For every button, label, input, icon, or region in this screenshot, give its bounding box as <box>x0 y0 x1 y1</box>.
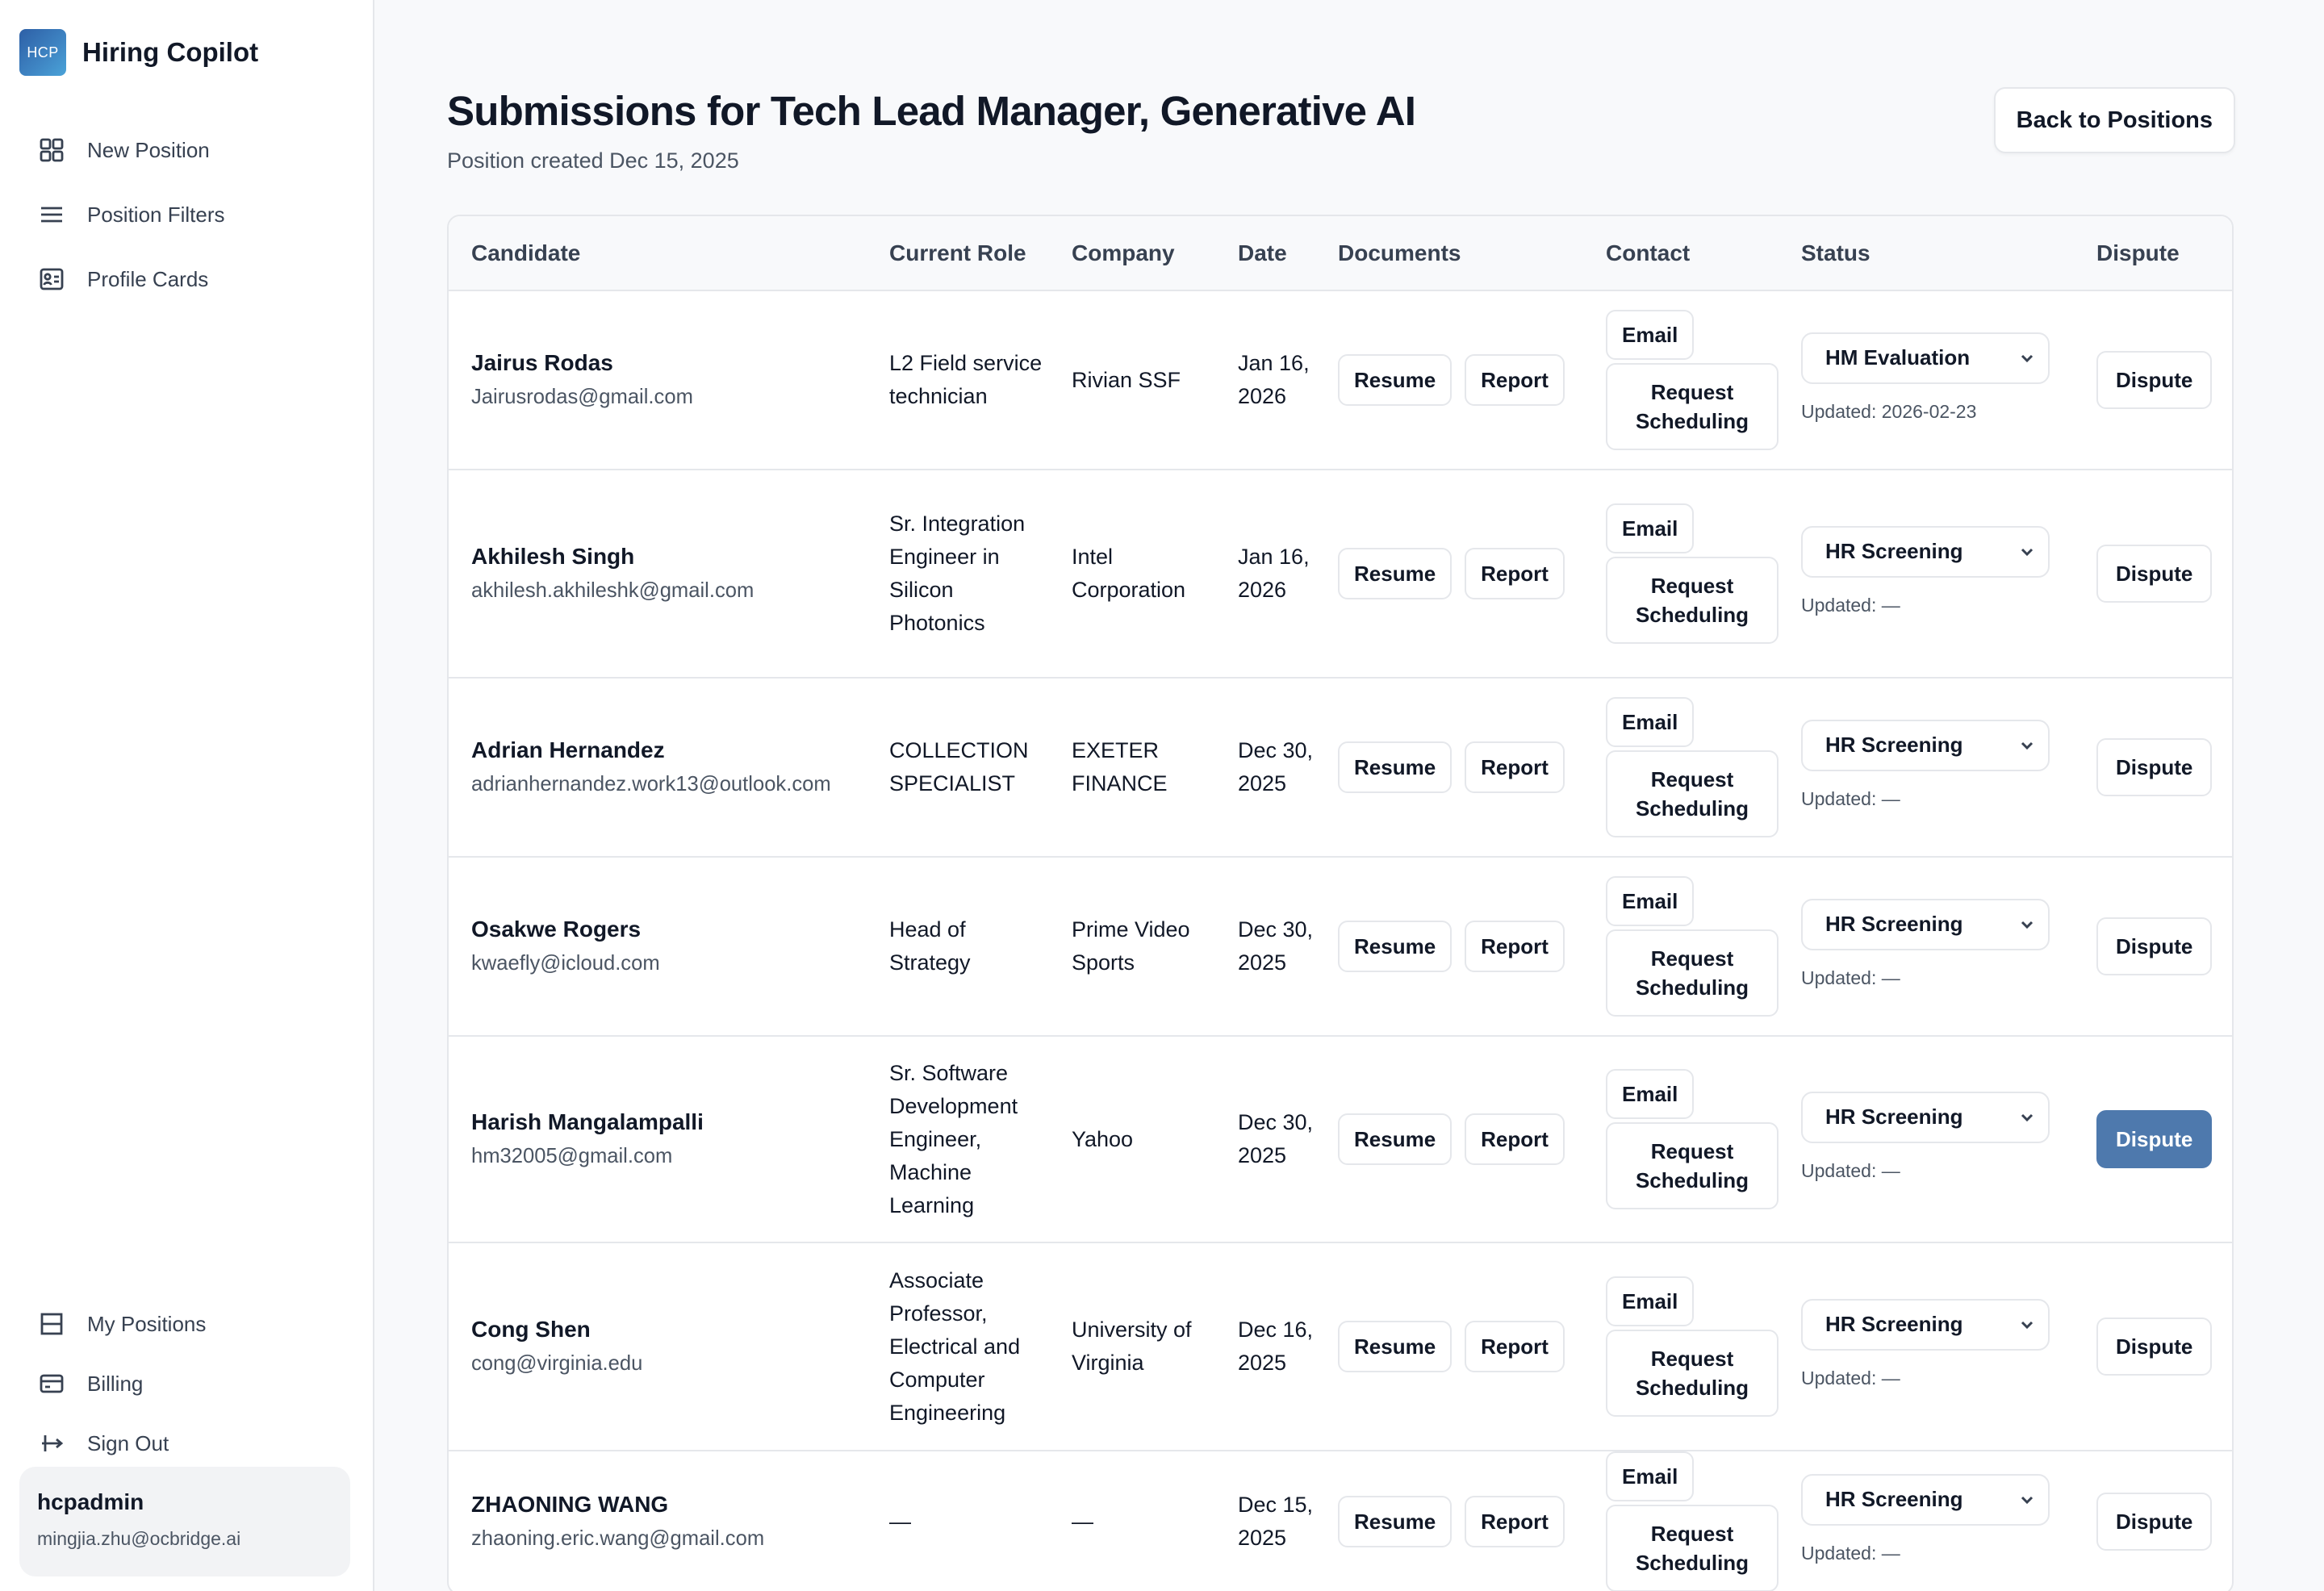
chevron-down-icon <box>2019 1109 2035 1125</box>
request-scheduling-button[interactable]: Request Scheduling <box>1606 1122 1779 1209</box>
app-name: Hiring Copilot <box>82 37 259 67</box>
company-cell: University of Virginia <box>1049 1242 1215 1451</box>
resume-button[interactable]: Resume <box>1338 1496 1452 1547</box>
email-button[interactable]: Email <box>1606 1276 1694 1326</box>
status-cell <box>1779 290 2074 470</box>
column-header-candidate[interactable]: Candidate <box>449 216 867 290</box>
report-button[interactable]: Report <box>1465 354 1565 406</box>
layout-icon <box>39 1311 65 1337</box>
table-row <box>449 857 2234 1036</box>
documents-cell <box>1315 857 1583 1036</box>
contact-cell <box>1583 1451 1779 1591</box>
date-cell: Dec 30, 2025 <box>1215 1036 1315 1242</box>
candidate-email: adrianhernandez.work13@outlook.com <box>471 773 831 796</box>
current-role-cell: Head of Strategy <box>867 857 1049 1036</box>
dispute-cell <box>2074 470 2234 678</box>
grid-icon <box>39 137 65 163</box>
documents-cell <box>1315 678 1583 857</box>
candidate-name[interactable]: ZHAONING WANG <box>471 1492 669 1517</box>
company-cell: EXETER FINANCE <box>1049 678 1215 857</box>
report-button[interactable]: Report <box>1465 921 1565 972</box>
chevron-down-icon <box>2019 917 2035 933</box>
candidate-email: cong@virginia.edu <box>471 1352 643 1375</box>
date-cell: Dec 15, 2025 <box>1215 1451 1315 1591</box>
sign-out-icon <box>39 1430 65 1456</box>
sidebar-item-sign-out[interactable] <box>19 1414 353 1473</box>
table-row <box>449 290 2234 470</box>
status-updated-text: Updated: — <box>1801 1367 1900 1388</box>
column-header-documents: Documents <box>1315 216 1583 290</box>
chevron-down-icon <box>2019 544 2035 560</box>
candidate-cell <box>449 1242 867 1451</box>
date-cell: Jan 16, 2026 <box>1215 470 1315 678</box>
contact-cell <box>1583 290 1779 470</box>
resume-button[interactable]: Resume <box>1338 1113 1452 1165</box>
table-row <box>449 470 2234 678</box>
dispute-button[interactable]: Dispute <box>2096 545 2212 603</box>
candidate-cell <box>449 857 867 1036</box>
request-scheduling-button[interactable]: Request Scheduling <box>1606 557 1779 644</box>
dispute-button[interactable]: Dispute <box>2096 738 2212 796</box>
sidebar-item-position-filters[interactable] <box>19 182 353 247</box>
table-row <box>449 1242 2234 1451</box>
email-button[interactable]: Email <box>1606 310 1694 360</box>
dispute-cell <box>2074 1242 2234 1451</box>
candidate-cell <box>449 470 867 678</box>
status-cell <box>1779 678 2074 857</box>
main-content <box>374 0 2324 1591</box>
status-select-value: HR Screening <box>1825 1487 1963 1511</box>
candidate-email: Jairusrodas@gmail.com <box>471 386 693 408</box>
contact-cell <box>1583 678 1779 857</box>
status-select-value: HR Screening <box>1825 539 1963 563</box>
report-button[interactable]: Report <box>1465 741 1565 793</box>
user-name: hcpadmin <box>37 1489 144 1514</box>
status-select[interactable] <box>1801 1299 2050 1351</box>
sidebar-item-new-position[interactable] <box>19 118 353 182</box>
column-header-status[interactable]: Status <box>1779 216 2074 290</box>
column-header-date[interactable]: Date <box>1215 216 1315 290</box>
contact-cell <box>1583 470 1779 678</box>
email-button[interactable]: Email <box>1606 697 1694 747</box>
status-select[interactable] <box>1801 1474 2050 1526</box>
dispute-cell <box>2074 678 2234 857</box>
back-to-positions-button[interactable]: Back to Positions <box>1994 87 2235 153</box>
status-updated-text: Updated: 2026-02-23 <box>1801 400 1977 422</box>
report-button[interactable]: Report <box>1465 1321 1565 1372</box>
documents-cell <box>1315 1451 1583 1591</box>
current-role-cell: Sr. Integration Engineer in Silicon Photonics <box>867 470 1049 678</box>
status-cell <box>1779 1036 2074 1242</box>
resume-button[interactable]: Resume <box>1338 354 1452 406</box>
candidate-cell <box>449 1451 867 1591</box>
sidebar-item-my-positions[interactable] <box>19 1294 353 1354</box>
status-updated-text: Updated: — <box>1801 787 1900 809</box>
report-button[interactable]: Report <box>1465 548 1565 599</box>
dispute-cell <box>2074 1451 2234 1591</box>
resume-button[interactable]: Resume <box>1338 921 1452 972</box>
email-button[interactable]: Email <box>1606 1069 1694 1119</box>
table-row <box>449 1036 2234 1242</box>
status-updated-text: Updated: — <box>1801 967 1900 988</box>
email-button[interactable]: Email <box>1606 1451 1694 1501</box>
resume-button[interactable]: Resume <box>1338 1321 1452 1372</box>
sidebar-item-billing[interactable] <box>19 1354 353 1414</box>
contact-cell <box>1583 857 1779 1036</box>
candidate-cell <box>449 678 867 857</box>
status-select-value: HM Evaluation <box>1825 345 1971 370</box>
sidebar-item-label: Profile Cards <box>87 266 209 291</box>
documents-cell <box>1315 290 1583 470</box>
status-cell <box>1779 1242 2074 1451</box>
current-role-cell: — <box>867 1451 1049 1591</box>
resume-button[interactable]: Resume <box>1338 741 1452 793</box>
candidate-email: kwaefly@icloud.com <box>471 952 660 975</box>
status-select-value: HR Screening <box>1825 733 1963 757</box>
sidebar-item-label: My Positions <box>87 1311 207 1336</box>
user-card[interactable] <box>19 1467 350 1576</box>
dispute-cell <box>2074 857 2234 1036</box>
sidebar-item-profile-cards[interactable] <box>19 247 353 311</box>
dispute-button[interactable]: Dispute <box>2096 1493 2212 1551</box>
id-card-icon <box>39 266 65 292</box>
candidate-email: zhaoning.eric.wang@gmail.com <box>471 1527 765 1550</box>
documents-cell <box>1315 1036 1583 1242</box>
chevron-down-icon <box>2019 737 2035 754</box>
candidate-name[interactable]: Osakwe Rogers <box>471 917 642 942</box>
app-logo: HCP <box>19 29 66 76</box>
dispute-button[interactable]: Dispute <box>2096 1317 2212 1376</box>
request-scheduling-button[interactable]: Request Scheduling <box>1606 929 1779 1017</box>
user-email: mingjia.zhu@ocbridge.ai <box>37 1528 241 1549</box>
status-select[interactable] <box>1801 1092 2050 1143</box>
status-updated-text: Updated: — <box>1801 1159 1900 1181</box>
column-header-current-role[interactable]: Current Role <box>867 216 1049 290</box>
submissions-table <box>447 215 2234 1591</box>
documents-cell <box>1315 470 1583 678</box>
request-scheduling-button[interactable]: Request Scheduling <box>1606 1505 1779 1591</box>
dispute-button[interactable]: Dispute <box>2096 351 2212 409</box>
status-updated-text: Updated: — <box>1801 594 1900 616</box>
candidate-email: hm32005@gmail.com <box>471 1145 673 1167</box>
column-header-contact: Contact <box>1583 216 1779 290</box>
table-row <box>449 1451 2234 1591</box>
chevron-down-icon <box>2019 350 2035 366</box>
contact-cell <box>1583 1242 1779 1451</box>
date-cell: Dec 30, 2025 <box>1215 857 1315 1036</box>
sidebar <box>0 0 374 1591</box>
status-select[interactable] <box>1801 332 2050 384</box>
brand[interactable] <box>19 29 258 76</box>
status-cell <box>1779 1451 2074 1591</box>
contact-cell <box>1583 1036 1779 1242</box>
request-scheduling-button[interactable]: Request Scheduling <box>1606 750 1779 837</box>
candidate-cell <box>449 1036 867 1242</box>
column-header-dispute: Dispute <box>2074 216 2234 290</box>
resume-button[interactable]: Resume <box>1338 548 1452 599</box>
column-header-company[interactable]: Company <box>1049 216 1215 290</box>
current-role-cell: Sr. Software Development Engineer, Machine Learning <box>867 1036 1049 1242</box>
candidate-name[interactable]: Adrian Hernandez <box>471 737 665 762</box>
candidate-name[interactable]: Akhilesh Singh <box>471 544 635 569</box>
email-button[interactable]: Email <box>1606 503 1694 553</box>
sidebar-item-label: Sign Out <box>87 1430 169 1455</box>
company-cell: Yahoo <box>1049 1036 1215 1242</box>
chevron-down-icon <box>2019 1317 2035 1333</box>
status-select-value: HR Screening <box>1825 1105 1963 1129</box>
sidebar-item-label: New Position <box>87 137 210 162</box>
sidebar-item-label: Position Filters <box>87 202 225 227</box>
page-subtitle: Position created Dec 15, 2025 <box>447 148 739 173</box>
status-updated-text: Updated: — <box>1801 1542 1900 1564</box>
report-button[interactable]: Report <box>1465 1496 1565 1547</box>
report-button[interactable]: Report <box>1465 1113 1565 1165</box>
table-header-row <box>449 216 2234 290</box>
menu-lines-icon <box>39 202 65 228</box>
company-cell: Prime Video Sports <box>1049 857 1215 1036</box>
current-role-cell: L2 Field service technician <box>867 290 1049 470</box>
candidate-name[interactable]: Harish Mangalampalli <box>471 1109 704 1134</box>
status-cell <box>1779 470 2074 678</box>
date-cell: Jan 16, 2026 <box>1215 290 1315 470</box>
status-cell <box>1779 857 2074 1036</box>
dispute-button[interactable]: Dispute <box>2096 917 2212 975</box>
candidate-name[interactable]: Cong Shen <box>471 1317 591 1342</box>
date-cell: Dec 30, 2025 <box>1215 678 1315 857</box>
chevron-down-icon <box>2019 1492 2035 1508</box>
sidebar-top-nav <box>19 118 353 311</box>
documents-cell <box>1315 1242 1583 1451</box>
current-role-cell: Associate Professor, Electrical and Computer Engineering <box>867 1242 1049 1451</box>
date-cell: Dec 16, 2025 <box>1215 1242 1315 1451</box>
sidebar-item-label: Billing <box>87 1371 144 1396</box>
status-select[interactable] <box>1801 720 2050 771</box>
table-row <box>449 678 2234 857</box>
company-cell: Intel Corporation <box>1049 470 1215 678</box>
email-button[interactable]: Email <box>1606 876 1694 926</box>
status-select[interactable] <box>1801 899 2050 950</box>
status-select-value: HR Screening <box>1825 912 1963 936</box>
candidate-email: akhilesh.akhileshk@gmail.com <box>471 579 754 602</box>
company-cell: — <box>1049 1451 1215 1591</box>
candidate-cell <box>449 290 867 470</box>
request-scheduling-button[interactable]: Request Scheduling <box>1606 363 1779 450</box>
page-title: Submissions for Tech Lead Manager, Generative AI <box>447 88 1416 134</box>
current-role-cell: COLLECTION SPECIALIST <box>867 678 1049 857</box>
dispute-button[interactable]: Dispute <box>2096 1110 2212 1168</box>
status-select-value: HR Screening <box>1825 1312 1963 1336</box>
request-scheduling-button[interactable]: Request Scheduling <box>1606 1330 1779 1417</box>
candidate-name[interactable]: Jairus Rodas <box>471 350 613 375</box>
status-select[interactable] <box>1801 526 2050 578</box>
dispute-cell <box>2074 1036 2234 1242</box>
sidebar-bottom-nav <box>19 1294 353 1473</box>
credit-card-icon <box>39 1371 65 1397</box>
company-cell: Rivian SSF <box>1049 290 1215 470</box>
dispute-cell <box>2074 290 2234 470</box>
